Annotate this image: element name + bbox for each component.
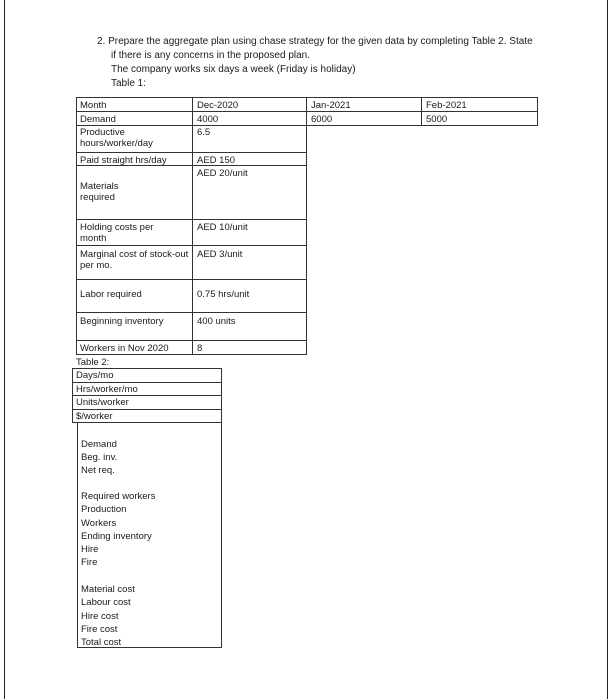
t1-workers-label: Workers in Nov 2020 <box>80 343 169 354</box>
t1-materials-label: Materials required <box>80 181 119 203</box>
t2-workers: Workers <box>81 518 117 529</box>
t1-month-feb: Feb-2021 <box>426 100 467 111</box>
question-line-4: Table 1: <box>111 78 147 89</box>
t2-fire: Fire <box>81 557 98 568</box>
t1-demand-jan: 6000 <box>311 114 333 125</box>
t1-demand-feb: 5000 <box>426 114 448 125</box>
t2-hire: Hire <box>81 544 99 555</box>
question-text <box>97 36 533 92</box>
t1-workers-value: 8 <box>197 343 203 354</box>
table2-title: Table 2: <box>76 357 110 368</box>
t2-fire-cost: Fire cost <box>81 624 118 635</box>
t1-marginal-value: AED 3/unit <box>197 249 243 260</box>
t1-productive-value: 6.5 <box>197 127 211 138</box>
t1-labor-label: Labor required <box>80 289 142 300</box>
t1-marginal-label: Marginal cost of stock-out per mo. <box>80 249 189 271</box>
t2-ending-inventory: Ending inventory <box>81 531 152 542</box>
t2-net-req: Net req. <box>81 465 115 476</box>
question-line-3: The company works six days a week (Friday is holiday) <box>111 64 356 75</box>
t1-demand-label: Demand <box>80 114 116 125</box>
t2-labour-cost: Labour cost <box>81 597 131 608</box>
t1-month-jan: Jan-2021 <box>311 100 351 111</box>
t1-month-label: Month <box>80 100 107 111</box>
question-line-2: if there is any concerns in the proposed plan. <box>111 50 311 61</box>
t2-material-cost: Material cost <box>81 584 135 595</box>
t1-productive-label: Productive hours/worker/day <box>80 127 153 149</box>
t1-paid-label: Paid straight hrs/day <box>80 155 167 166</box>
t1-paid-value: AED 150 <box>197 155 236 166</box>
t1-labor-value: 0.75 hrs/unit <box>197 289 250 300</box>
question-line-1: 2. Prepare the aggregate plan using chase strategy for the given data by completing Table 2. State <box>97 36 533 47</box>
t2-hrs-worker: Hrs/worker/mo <box>76 384 138 395</box>
t2-days: Days/mo <box>76 370 114 381</box>
t1-beginning-value: 400 units <box>197 316 236 327</box>
t2-hire-cost: Hire cost <box>81 611 119 622</box>
t1-month-dec: Dec-2020 <box>197 100 239 111</box>
t1-demand-dec: 4000 <box>197 114 219 125</box>
t1-holding-value: AED 10/unit <box>197 222 248 233</box>
t2-required-workers: Required workers <box>81 491 156 502</box>
t2-beg-inv: Beg. inv. <box>81 452 118 463</box>
t1-beginning-label: Beginning inventory <box>80 316 164 327</box>
t2-demand: Demand <box>81 439 117 450</box>
t2-production: Production <box>81 504 127 515</box>
t2-total-cost: Total cost <box>81 637 122 648</box>
t2-units-worker: Units/worker <box>76 397 129 408</box>
t2-dollar-worker: $/worker <box>76 411 113 422</box>
t1-material-value: AED 20/unit <box>197 168 248 179</box>
t1-holding-label: Holding costs per month <box>80 222 154 244</box>
